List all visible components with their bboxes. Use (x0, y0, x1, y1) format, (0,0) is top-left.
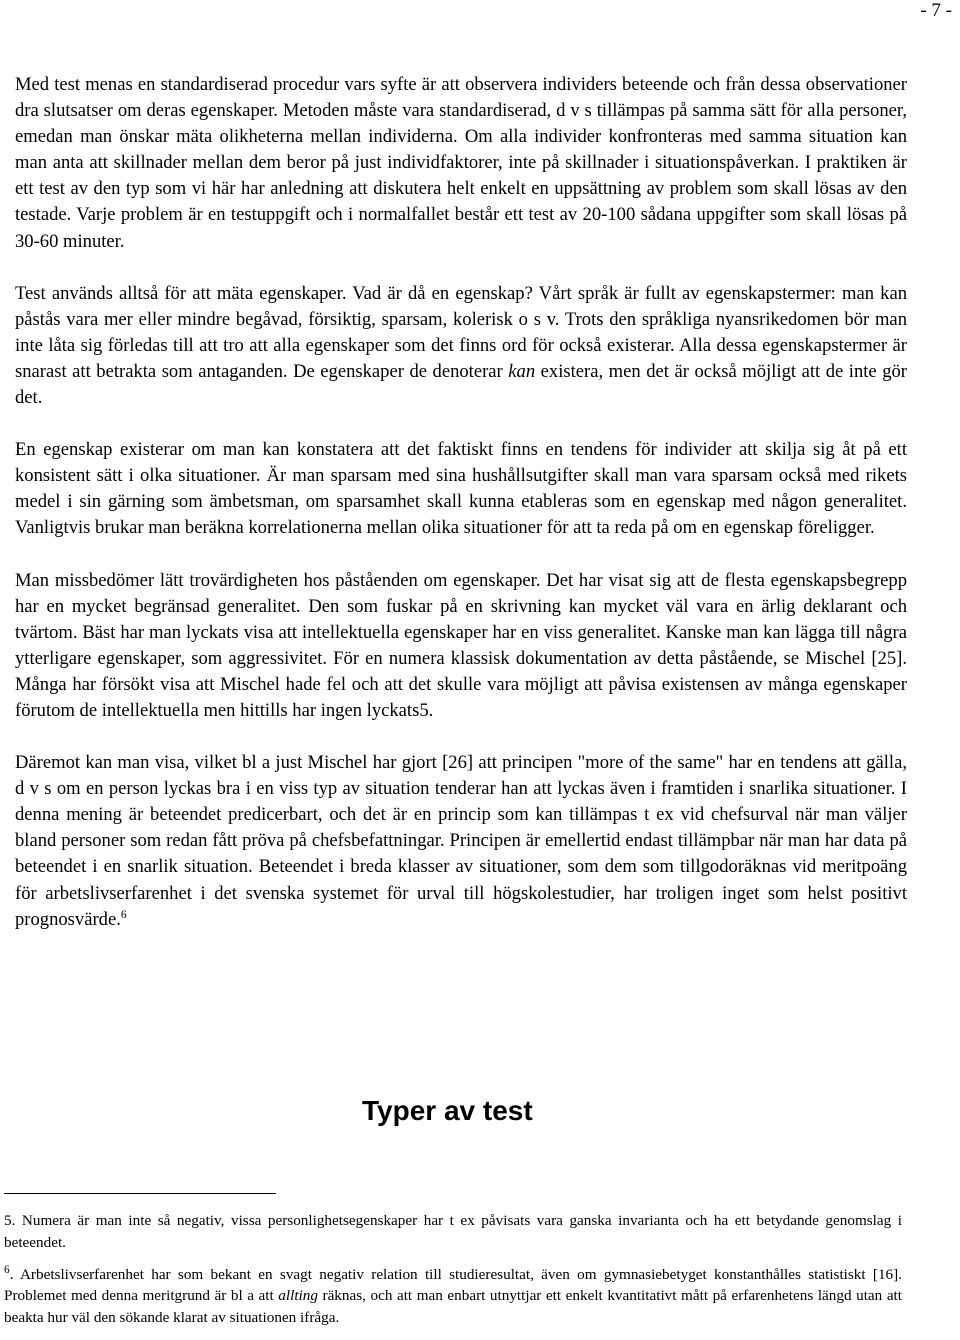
paragraph (15, 568, 907, 725)
paragraph-text: En egenskap existerar om man kan konstatera att det faktiskt finns en tendens för individer att skilja sig åt på ett konsistent sätt i olka situationer. Är man sparsam med sina hushållsutgifter skall man vara sparsam också med rikets medel i sin gärning som ämbetsman, om sparsamhet skall kunna etableras som en egenskap med någon generalitet. Vanligtvis brukar man beräkna korrelationerna mellan olika situationer för att ta reda på om en egenskap föreligger. (15, 439, 907, 539)
paragraph-text: Man missbedömer lätt trovärdigheten hos påståenden om egenskaper. Det har visat sig att de flesta egenskapsbegrepp har en mycket begränsad generalitet. Den som fuskar på en skrivning kan mycket väl vara en ärlig deklarant och tvärtom. Bäst har man lyckats visa att intellektuella egenskaper har en viss generalitet. Kanske man kan lägga till några ytterligare egenskaper, som aggressivitet. För en numera klassisk dokumentation av detta påstående, se Mischel [25]. Många har försökt visa att Mischel hade fel och att det skulle vara möjligt att påvisa existensen av många egenskaper förutom de intellektuella men hittills har ingen lyckats5. (15, 569, 907, 721)
paragraph-text: Med test menas en standardiserad procedur vars syfte är att observera individers beteende och från dessa observationer dra slutsatser om deras egenskaper. Metoden måste vara standardiserad, d v s tillämpas på samma sätt för alla personer, emedan man önskar mäta olikheterna mellan individerna. Om alla individer konfronteras med samma situation kan man anta att skillnader mellan dem beror på just individfaktorer, inte på skillnader i situationspåverkan. I praktiken är ett test av den typ som vi här har anledning att diskutera helt enkelt en uppsättning av problem som skall lösas av den testade. Varje problem är en testuppgift och i normalfallet består ett test av 20-100 sådana uppgifter som skall lösas på 30-60 minuter. (15, 74, 907, 252)
footnote-text: . Numera är man inte så negativ, vissa personlighetsegenskaper har t ex påvisats vara ganska invarianta och ha ett betydande genomslag i beteendet. (4, 1212, 902, 1251)
paragraph (15, 72, 907, 255)
body-text (15, 72, 907, 933)
footnotes (4, 1210, 902, 1339)
paragraph-emphasis: kan (508, 360, 536, 382)
paragraph (15, 750, 907, 933)
paragraph (15, 437, 907, 541)
paragraph-text: Däremot kan man visa, vilket bl a just Mischel har gjort [26] att principen "more of the same" har en tendens att gälla, d v s om en person lyckas bra i en viss typ av situation tenderar han att lyckas även i framtiden i snarlika situationer. I denna mening är beteendet predicerbart, och det är en princip som kan tillämpas t ex vid chefsurval när man väljer bland personer som redan fått pröva på chefsbefattningar. Principen är emellertid endast tillämpbar när man har data på beteendet i en snarlik situation. Beteendet i breda klasser av situationer, som dem som tillgodoräknas vid meritpoäng för arbetslivserfarenhet i det svenska systemet för urval till högskolestudier, har troligen inget som helst positivt prognosvärde. (15, 752, 907, 930)
paragraph (15, 281, 907, 411)
footnote-text: . Arbetslivserfarenhet har som bekant en svagt negativ relation till studieresultat, även om gymnasiebetyget konstanthålles statistiskt [16]. Problemet med denna meritgrund är bl a att (4, 1265, 902, 1305)
footnote-emphasis: allting (278, 1287, 318, 1305)
page-number: - 7 - (920, 0, 952, 21)
footnote-separator (4, 1193, 276, 1194)
footnote-marker: 5 (4, 1212, 12, 1229)
footnote (4, 1264, 902, 1329)
paragraph-text: Test används alltså för att mäta egenskaper. Vad är då en egenskap? Vårt språk är fullt av egenskapstermer: man kan påstås vara mer eller mindre begåvad, försiktig, sparsam, kolerisk o s v. Trots den språkliga nyansrikedomen bör man inte låta sig förledas till att tro att alla egenskaper som det finns ord för också existerar. Alla dessa egenskapstermer är snarast att betrakta som antaganden. De egenskaper de denoterar (15, 282, 907, 382)
footnote-text: räknas, och att man enbart utnyttjar ett enkelt kvantitativt mått på erfarenhetens längd utan att beakta hur väl den sökande klarat av situationen ifråga. (4, 1287, 902, 1327)
footnote-marker: 6 (4, 1263, 10, 1276)
paragraph-text: existera, men det är också möjligt att de inte gör det. (15, 360, 907, 409)
footnote (4, 1210, 902, 1254)
section-heading: Typer av test (362, 1095, 533, 1126)
footnote-ref: 6 (120, 908, 127, 921)
